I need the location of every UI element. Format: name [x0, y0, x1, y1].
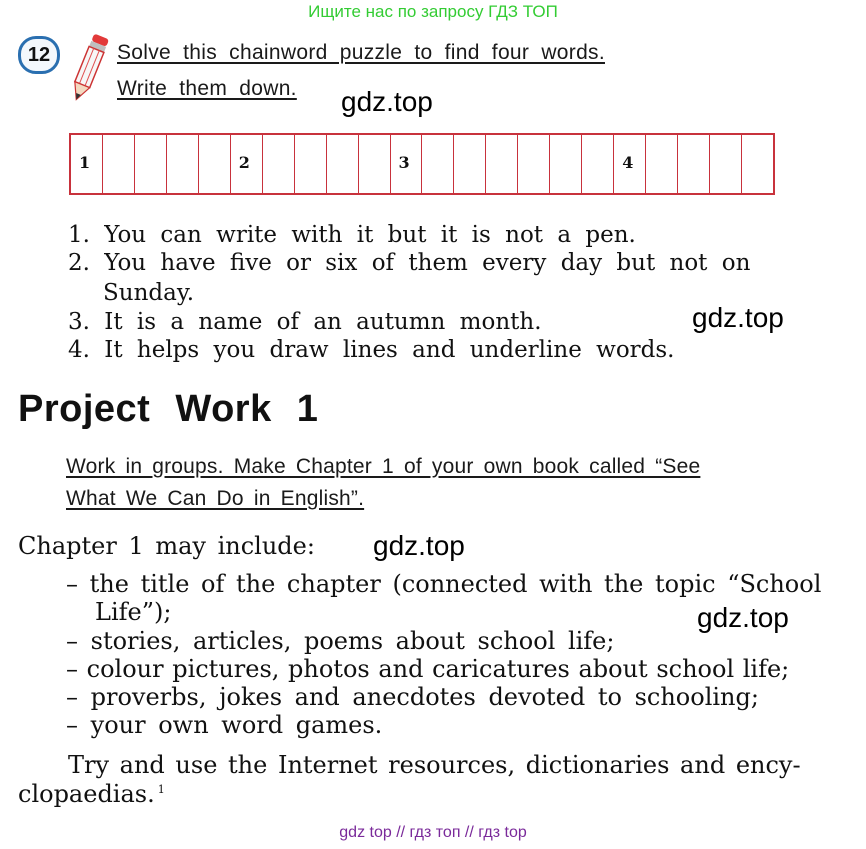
- list-item: – your own word games.: [66, 711, 383, 739]
- pencil-icon: [64, 30, 114, 106]
- grid-cell: [135, 135, 167, 193]
- grid-cell: [391, 135, 423, 193]
- list-item-continuation: Life”);: [95, 598, 172, 626]
- watermark: gdz.top: [692, 302, 784, 333]
- clue-2: 2. You have five or six of them every day but not on: [68, 250, 751, 276]
- watermark: gdz.top: [373, 530, 465, 561]
- list-item: – proverbs, jokes and anecdotes devoted to schooling;: [66, 683, 759, 711]
- project-title: Project Work 1: [18, 388, 319, 430]
- clue-4: 4. It helps you draw lines and underline words.: [68, 337, 675, 363]
- grid-cell: [103, 135, 135, 193]
- grid-cell: [550, 135, 582, 193]
- chapter-intro: Chapter 1 may include:: [18, 532, 315, 560]
- grid-cell: [71, 135, 103, 193]
- closing-line-1: Try and use the Internet resources, dictionaries and ency-: [68, 751, 801, 779]
- grid-cell: [231, 135, 263, 193]
- grid-cell: [614, 135, 646, 193]
- grid-cell: [646, 135, 678, 193]
- closing-line-2: clopaedias. $^1$: [18, 780, 165, 808]
- grid-cell: [518, 135, 550, 193]
- grid-cell: [742, 135, 773, 193]
- task-instruction-line-2: Write them down.: [117, 77, 297, 100]
- grid-cell-number: 1: [79, 153, 91, 172]
- exercise-number-badge: 12: [18, 36, 60, 74]
- task-instruction-line-1: Solve this chainword puzzle to find four words.: [117, 41, 605, 64]
- footnote-mark: 1: [157, 783, 165, 796]
- grid-cell: [454, 135, 486, 193]
- chainword-grid: [69, 133, 775, 195]
- project-instruction-line-1: Work in groups. Make Chapter 1 of your own book called “See: [66, 455, 701, 478]
- grid-cell-number: 2: [238, 153, 250, 172]
- project-instruction-line-2: What We Can Do in English”.: [66, 487, 365, 510]
- grid-cell: [327, 135, 359, 193]
- grid-cell: [710, 135, 742, 193]
- watermark: gdz.top: [341, 86, 433, 117]
- grid-cell: [295, 135, 327, 193]
- grid-cell: [486, 135, 518, 193]
- list-item: – stories, articles, poems about school life;: [66, 627, 615, 655]
- grid-cell-number: 4: [622, 153, 634, 172]
- clue-1: 1. You can write with it but it is not a pen.: [68, 222, 636, 248]
- footer: gdz top // гдз топ // гдз top: [339, 824, 527, 841]
- top-banner: Ищите нас по запросу ГДЗ ТОП: [308, 2, 558, 21]
- grid-cell: [582, 135, 614, 193]
- grid-cell: [167, 135, 199, 193]
- watermark: gdz.top: [697, 602, 789, 633]
- clue-3: 3. It is a name of an autumn month.: [68, 309, 542, 335]
- grid-cell: [263, 135, 295, 193]
- list-item: – the title of the chapter (connected with the topic “School: [66, 570, 822, 598]
- grid-cell: [678, 135, 710, 193]
- grid-cell: [359, 135, 391, 193]
- list-item: – colour pictures, photos and caricatures about school life;: [66, 655, 790, 683]
- grid-cell: [199, 135, 231, 193]
- grid-cell: [422, 135, 454, 193]
- clue-2-continuation: Sunday.: [103, 280, 195, 306]
- grid-cell-number: 3: [398, 153, 410, 172]
